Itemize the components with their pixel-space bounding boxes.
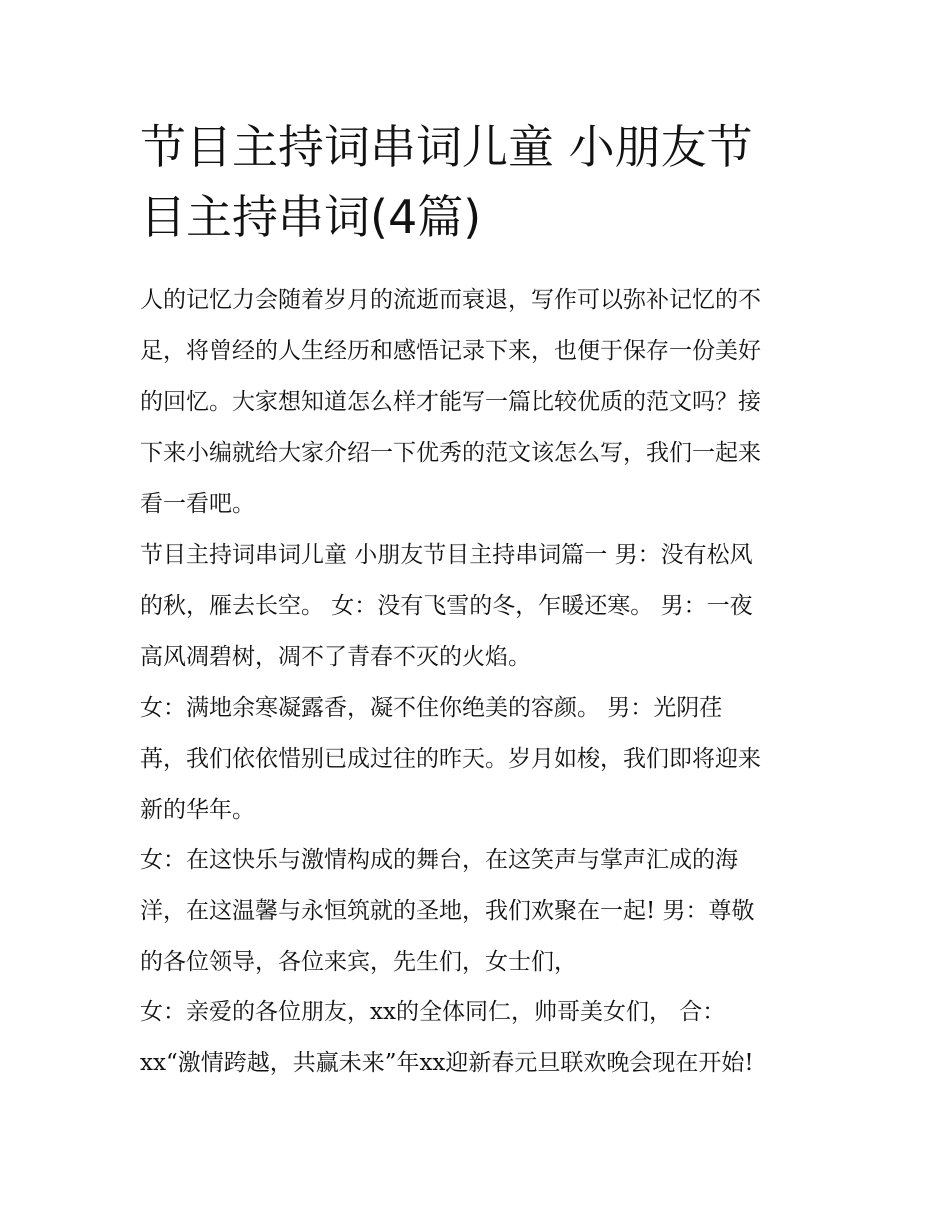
paragraph-article-one — [140, 530, 820, 683]
text-line: 高风凋碧树，凋不了青春不灭的火焰。 — [140, 644, 531, 670]
title-line-1: 节目主持词串词儿童 小朋友节 — [140, 120, 753, 174]
document-title — [140, 112, 820, 252]
text-line: 洋，在这温馨与永恒筑就的圣地，我们欢聚在一起! 男：尊敬 — [140, 898, 755, 924]
paragraph-dialogue-3 — [140, 987, 820, 1089]
paragraph-dialogue-1 — [140, 683, 820, 836]
text-line: 苒，我们依依惜别已成过往的昨天。岁月如梭，我们即将迎来 — [140, 746, 761, 772]
paragraph-intro — [140, 275, 820, 530]
text-line: 女：满地余寒凝露香，凝不住你绝美的容颜。 男：光阴荏 — [140, 695, 723, 721]
text-line: 人的记忆力会随着岁月的流逝而衰退，写作可以弥补记忆的不 — [140, 287, 761, 313]
text-line: 下来小编就给大家介绍一下优秀的范文该怎么写，我们一起来 — [140, 440, 761, 466]
text-line: 女：在这快乐与激情构成的舞台，在这笑声与掌声汇成的海 — [140, 847, 738, 873]
title-line-2: 目主持串词(4篇) — [140, 190, 482, 244]
text-line: 女：亲爱的各位朋友，xx的全体同仁，帅哥美女们， 合： — [140, 999, 726, 1025]
text-line: 节目主持词串词儿童 小朋友节目主持串词篇一 男：没有松风 — [140, 542, 753, 568]
text-line: 看一看吧。 — [140, 491, 255, 517]
text-line: 足，将曾经的人生经历和感悟记录下来，也便于保存一份美好 — [140, 338, 761, 364]
text-line: 的回忆。大家想知道怎么样才能写一篇比较优质的范文吗？接 — [140, 389, 761, 415]
text-line: 的秋，雁去长空。 女：没有飞雪的冬，乍暖还寒。 男：一夜 — [140, 593, 753, 619]
paragraph-dialogue-2 — [140, 835, 820, 988]
text-line: 的各位领导，各位来宾，先生们，女士们， — [140, 949, 577, 975]
text-line: xx“激情跨越，共赢未来”年xx迎新春元旦联欢晚会现在开始! — [140, 1050, 754, 1076]
text-line: 新的华年。 — [140, 797, 255, 823]
